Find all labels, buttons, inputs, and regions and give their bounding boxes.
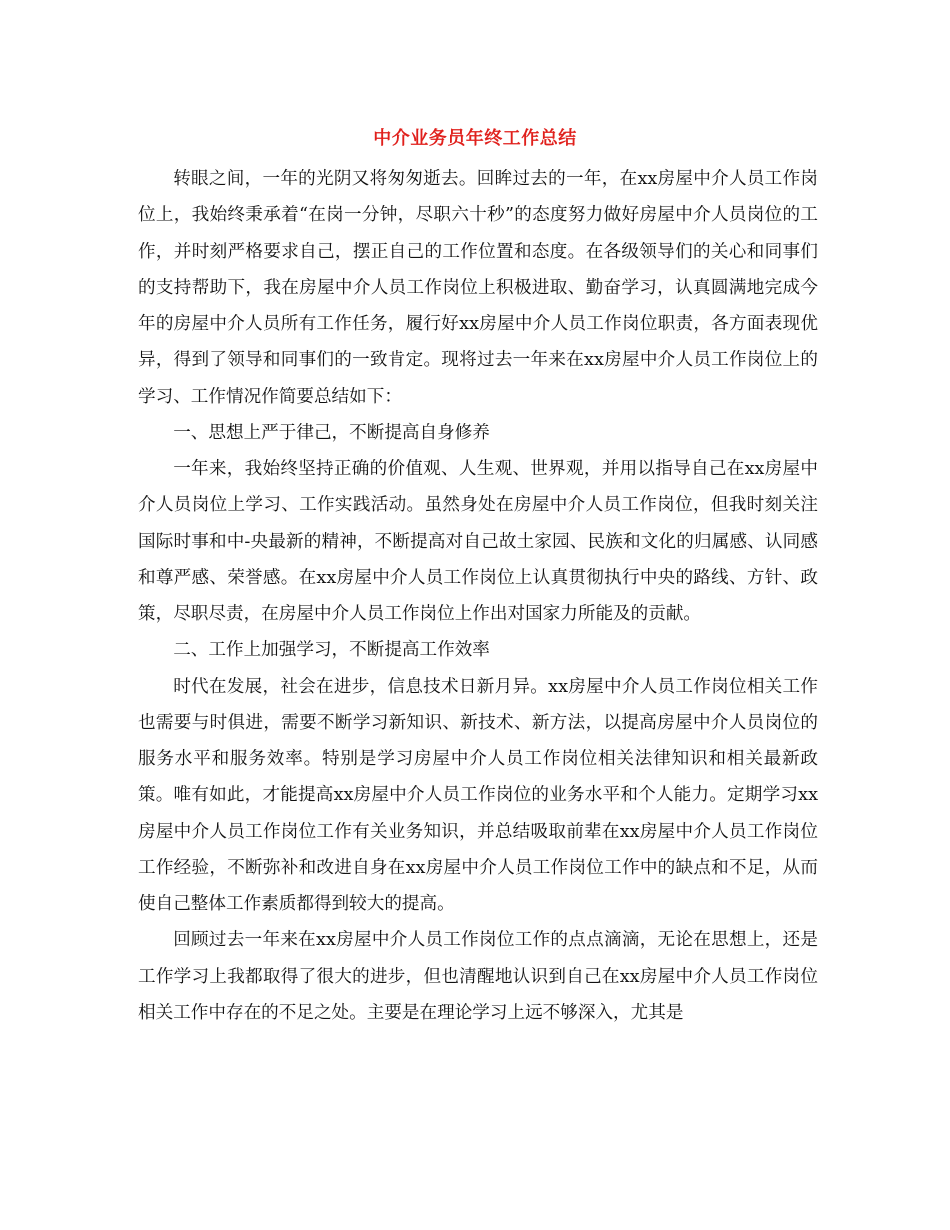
document-body (138, 161, 818, 1031)
section-heading-1: 一、思想上严于律己，不断提高自身修养 (173, 422, 490, 443)
paragraph-review: 回顾过去一年来在xx房屋中介人员工作岗位工作的点点滴滴，无论在思想上，还是工作学习上我都取得了很大的进步，但也清醒地认识到自己在xx房屋中介人员工作岗位相关工作中存在的不足之处。主要是在理论学习上远不够深入，尤其是 (138, 930, 818, 1023)
paragraph-section-2: 时代在发展，社会在进步，信息技术日新月异。xx房屋中介人员工作岗位相关工作也需要与时俱进，需要不断学习新知识、新技术、新方法，以提高房屋中介人员岗位的服务水平和服务效率。特别是学习房屋中介人员工作岗位相关法律知识和相关最新政策。唯有如此，才能提高xx房屋中介人员工作岗位的业务水平和个人能力。定期学习xx房屋中介人员工作岗位工作有关业务知识，并总结吸取前辈在xx房屋中介人员工作岗位工作经验，不断弥补和改进自身在xx房屋中介人员工作岗位工作中的缺点和不足，从而使自己整体工作素质都得到较大的提高。 (138, 676, 818, 914)
paragraph-section-1: 一年来，我始终坚持正确的价值观、人生观、世界观，并用以指导自己在xx房屋中介人员岗位上学习、工作实践活动。虽然身处在房屋中介人员工作岗位，但我时刻关注国际时事和中-央最新的精神，不断提高对自己故土家园、民族和文化的归属感、认同感和尊严感、荣誉感。在xx房屋中介人员工作岗位上认真贯彻执行中央的路线、方针、政策，尽职尽责，在房屋中介人员工作岗位上作出对国家力所能及的贡献。 (138, 459, 818, 624)
paragraph-intro: 转眼之间，一年的光阴又将匆匆逝去。回眸过去的一年，在xx房屋中介人员工作岗位上，我始终秉承着“在岗一分钟，尽职六十秒”的态度努力做好房屋中介人员岗位的工作，并时刻严格要求自己，摆正自己的工作位置和态度。在各级领导们的关心和同事们的支持帮助下，我在房屋中介人员工作岗位上积极进取、勤奋学习，认真圆满地完成今年的房屋中介人员所有工作任务，履行好xx房屋中介人员工作岗位职责，各方面表现优异，得到了领导和同事们的一致肯定。现将过去一年来在xx房屋中介人员工作岗位上的学习、工作情况作简要总结如下： (138, 169, 818, 407)
page-title: 中介业务员年终工作总结 (373, 128, 577, 149)
section-heading-2: 二、工作上加强学习，不断提高工作效率 (173, 640, 490, 661)
